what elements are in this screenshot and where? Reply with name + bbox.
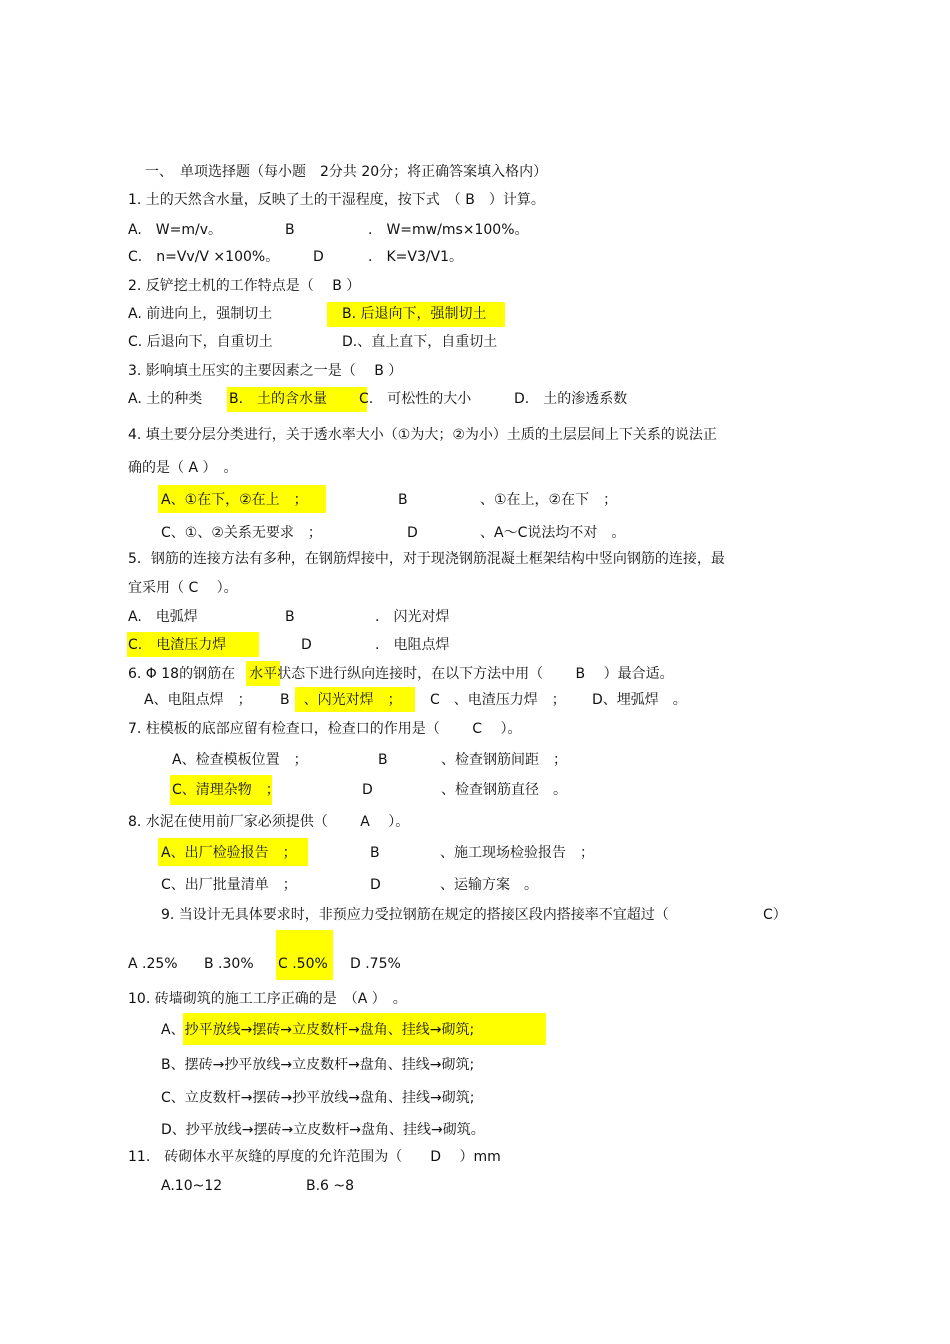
q1-stem: 1. 土的天然含水量，反映了土的干湿程度，按下式 （ B ）计算。	[128, 192, 545, 208]
q3-option-a: A. 土的种类	[128, 391, 203, 407]
q9-option-c: C .50%	[278, 956, 328, 972]
q5-option-a: A. 电弧焊	[128, 609, 198, 625]
q9-answer: C）	[763, 907, 787, 923]
q5-option-d: . 电阻点焊	[375, 637, 450, 653]
q7-option-d: 、检查钢筋直径 。	[441, 782, 567, 798]
q10-option-a: A、抄平放线→摆砖→立皮数杆→盘角、挂线→砌筑;	[161, 1022, 475, 1038]
q1-option-a: A. W=m/v。	[128, 222, 222, 238]
q1-option-c: C. n=Vv/V ×100%。	[128, 249, 280, 265]
q3-option-c: C. 可松性的大小	[359, 391, 472, 407]
q5-option-b-letter: B	[285, 609, 295, 625]
q2-option-c: C. 后退向下，自重切土	[128, 334, 273, 350]
q4-option-a: A、①在下，②在上 ；	[161, 492, 308, 508]
q5-option-b: . 闪光对焊	[375, 609, 450, 625]
q5-stem-line1: 5．钢筋的连接方法有多种，在钢筋焊接中，对于现浇钢筋混凝土框架结构中竖向钢筋的连接，最	[128, 551, 725, 567]
q10-stem: 10. 砖墙砌筑的施工工序正确的是 （A ） 。	[128, 991, 407, 1007]
q9-option-d: D .75%	[350, 956, 401, 972]
q6-option-d: D、埋弧焊 。	[592, 692, 687, 708]
q7-option-c: C、清理杂物 ；	[172, 782, 280, 798]
q6-option-c: C 、电渣压力焊 ；	[430, 692, 566, 708]
q6-option-b: B 、闪光对焊 ；	[280, 692, 402, 708]
q8-option-d: 、运输方案 。	[440, 877, 538, 893]
q1-option-d: . K=V3/V1。	[368, 249, 464, 265]
q7-option-d-letter: D	[362, 782, 373, 798]
q8-option-a: A、出厂检验报告 ；	[161, 845, 297, 861]
q8-option-d-letter: D	[370, 877, 381, 893]
q4-stem-line1: 4. 填土要分层分类进行，关于透水率大小（①为大；②为小）土质的土层层间上下关系的说法正	[128, 427, 717, 443]
q6-stem: 6. Φ 18的钢筋在 水平状态下进行纵向连接时，在以下方法中用（ B ）最合适。	[128, 666, 674, 682]
q6-option-a: A、电阻点焊 ；	[144, 692, 252, 708]
q4-option-d-letter: D	[407, 525, 418, 541]
q4-option-d: 、A～C说法均不对 。	[480, 525, 626, 541]
section-title: 一、 单项选择题（每小题 2分共 20分；将正确答案填入格内）	[145, 164, 548, 180]
q10-option-c: C、立皮数杆→摆砖→抄平放线→盘角、挂线→砌筑;	[161, 1090, 475, 1106]
q2-option-d: D.、直上直下，自重切土	[342, 334, 498, 350]
q8-option-b-letter: B	[370, 845, 380, 861]
q8-option-b: 、施工现场检验报告 ；	[440, 845, 594, 861]
q8-stem: 8. 水泥在使用前厂家必须提供（ A ）。	[128, 814, 410, 830]
q4-option-b: 、①在上，②在下 ；	[480, 492, 618, 508]
q10-option-d: D、抄平放线→摆砖→立皮数杆→盘角、挂线→砌筑。	[161, 1122, 485, 1138]
q3-option-b: B. 土的含水量	[229, 391, 328, 407]
q7-option-b: 、检查钢筋间距 ；	[441, 752, 567, 768]
q1-option-b: . W=mw/ms×100%。	[368, 222, 529, 238]
q2-option-b: B. 后退向下，强制切土	[342, 306, 487, 322]
q5-option-d-letter: D	[301, 637, 312, 653]
q9-option-a: A .25%	[128, 956, 178, 972]
q7-stem: 7. 柱模板的底部应留有检查口，检查口的作用是（ C ）。	[128, 721, 522, 737]
q10-option-b: B、摆砖→抄平放线→立皮数杆→盘角、挂线→砌筑;	[161, 1057, 475, 1073]
q9-stem: 9. 当设计无具体要求时，非预应力受拉钢筋在规定的搭接区段内搭接率不宜超过（	[161, 907, 669, 923]
q8-option-c: C、出厂批量清单 ；	[161, 877, 297, 893]
q7-option-b-letter: B	[378, 752, 388, 768]
q4-option-c: C、①、②关系无要求 ；	[161, 525, 322, 541]
q1-option-d-letter: D	[313, 249, 324, 265]
q11-option-b: B.6 ~8	[306, 1178, 355, 1194]
q1-option-b-letter: B	[285, 222, 295, 238]
q5-stem-line2: 宜采用（ C ）。	[128, 580, 238, 596]
q11-stem: 11. 砖砌体水平灰缝的厚度的允许范围为（ D ）mm	[128, 1149, 501, 1165]
q9-option-b: B .30%	[204, 956, 254, 972]
q11-option-a: A.10~12	[161, 1178, 223, 1194]
q4-stem-line2: 确的是（ A ） 。	[128, 460, 238, 476]
q7-option-a: A、检查模板位置 ；	[172, 752, 308, 768]
q4-option-b-letter: B	[398, 492, 408, 508]
q3-option-d: D. 土的渗透系数	[514, 391, 628, 407]
q2-option-a: A. 前进向上，强制切土	[128, 306, 273, 322]
q2-stem: 2. 反铲挖土机的工作特点是（ B ）	[128, 278, 361, 294]
q3-stem: 3. 影响填土压实的主要因素之一是（ B ）	[128, 363, 403, 379]
q5-option-c: C. 电渣压力焊	[128, 637, 227, 653]
